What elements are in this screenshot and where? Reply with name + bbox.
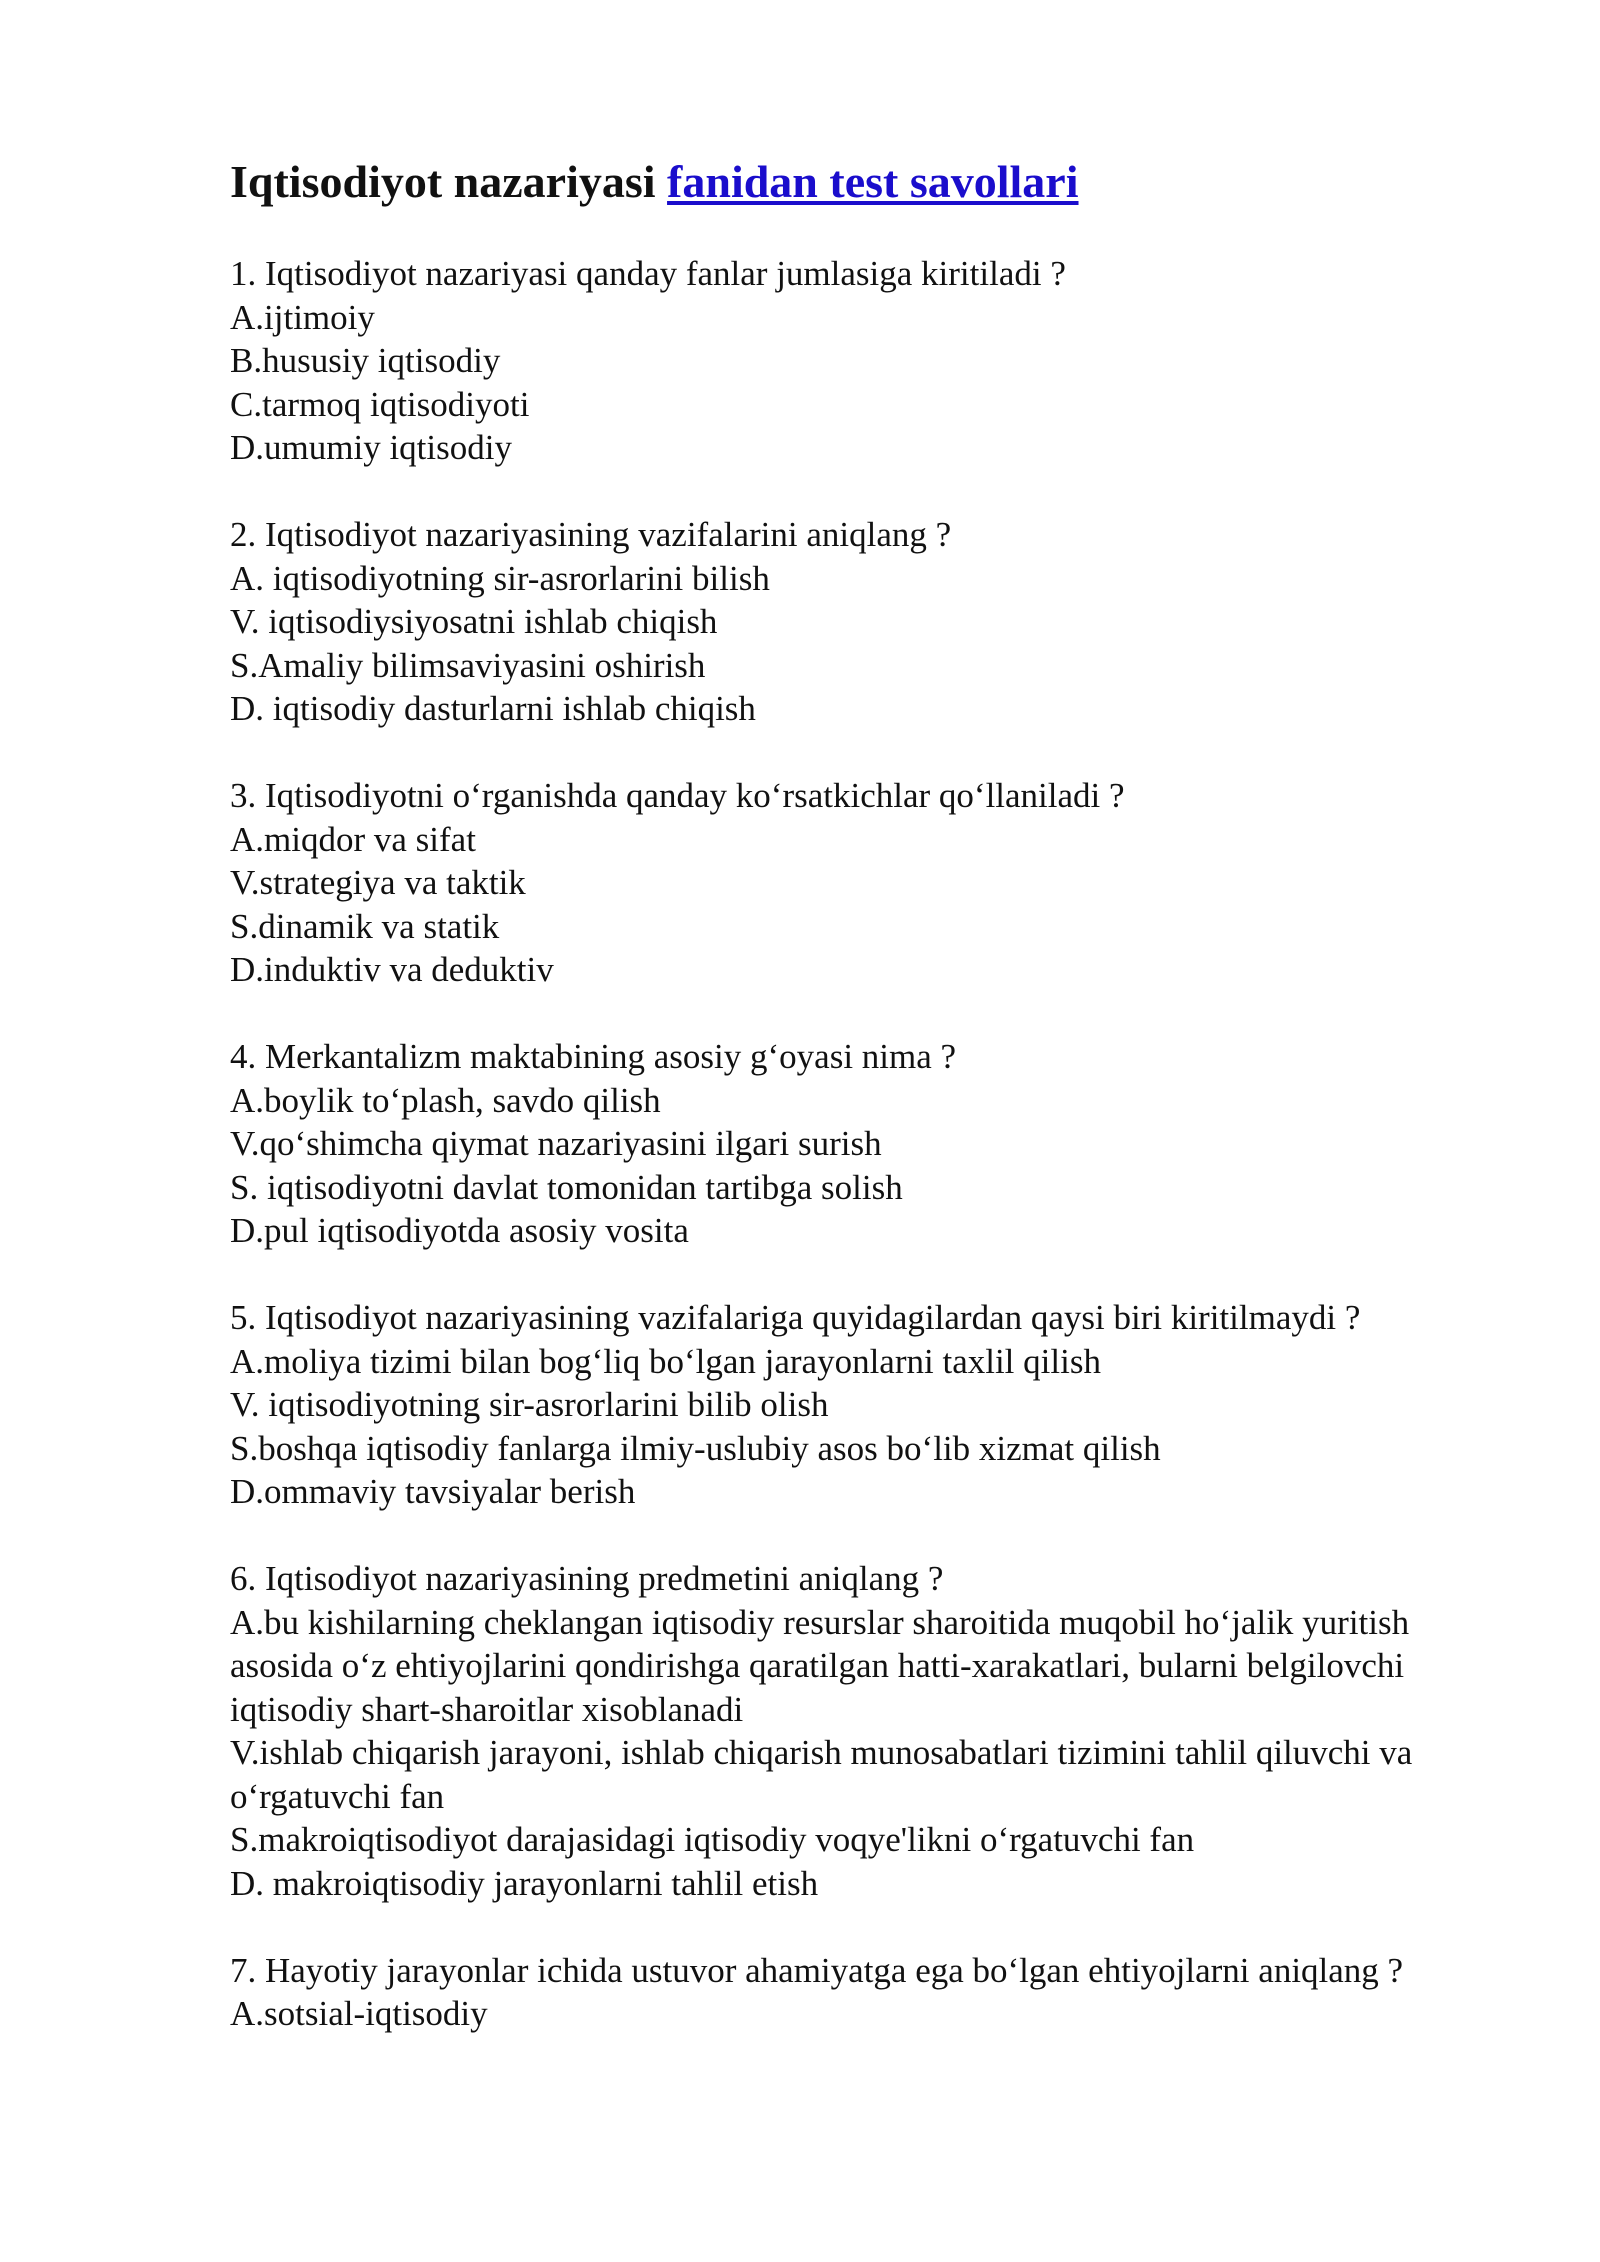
answer-option: V.strategiya va taktik	[230, 863, 526, 902]
answer-option: D. makroiqtisodiy jarayonlarni tahlil etish	[230, 1863, 819, 1903]
title-text: Iqtisodiyot nazariyasi	[230, 156, 656, 207]
question-1	[230, 252, 1480, 470]
title-link[interactable]: fanidan test savollari	[667, 156, 1079, 207]
question-text: 2. Iqtisodiyot nazariyasining vazifalarini aniqlang ?	[230, 515, 952, 554]
answer-option: A.moliya tizimi bilan bog‘liq bo‘lgan jarayonlarni taxlil qilish	[230, 1341, 1101, 1381]
question-5	[230, 1296, 1480, 1514]
answer-option: S. iqtisodiyotni davlat tomonidan tartibga solish	[230, 1167, 903, 1207]
question-3	[230, 774, 1480, 992]
answer-option: C.tarmoq iqtisodiyoti	[230, 384, 530, 424]
answer-option: A. iqtisodiyotning sir-asrorlarini bilish	[230, 558, 770, 598]
answer-option: V.ishlab chiqarish jarayoni, ishlab chiqarish munosabatlari tizimini tahlil qiluvchi va o‘rgatuvchi fan	[230, 1733, 1413, 1816]
answer-option: B.hususiy iqtisodiy	[230, 341, 501, 380]
answer-option: D.umumiy iqtisodiy	[230, 428, 512, 467]
question-text: 3. Iqtisodiyotni o‘rganishda qanday ko‘rsatkichlar qo‘llaniladi ?	[230, 776, 1125, 815]
question-6	[230, 1557, 1480, 1905]
answer-option: D. iqtisodiy dasturlarni ishlab chiqish	[230, 689, 756, 728]
answer-option: A.bu kishilarning cheklangan iqtisodiy resurslar sharoitida muqobil ho‘jalik yuritish asosida o‘z ehtiyojlarini qondirishga qaratilgan hatti-xarakatlari, bularni belgilovchi iqtisodiy shart-sharoitlar xisoblanadi	[230, 1602, 1410, 1729]
question-text: 5. Iqtisodiyot nazariyasining vazifalariga quyidagilardan qaysi biri kiritilmaydi ?	[230, 1298, 1361, 1337]
answer-option: D.ommaviy tavsiyalar berish	[230, 1472, 636, 1511]
answer-option: S.Amaliy bilimsaviyasini oshirish	[230, 645, 706, 685]
answer-option: D.induktiv va deduktiv	[230, 950, 554, 989]
answer-option: D.pul iqtisodiyotda asosiy vosita	[230, 1211, 689, 1250]
answer-option: V.qo‘shimcha qiymat nazariyasini ilgari surish	[230, 1124, 882, 1163]
question-4	[230, 1035, 1480, 1253]
answer-option: A.boylik to‘plash, savdo qilish	[230, 1080, 661, 1120]
document-page	[230, 150, 1480, 2079]
question-2	[230, 513, 1480, 731]
answer-option: A.sotsial-iqtisodiy	[230, 1994, 488, 2033]
answer-option: S.makroiqtisodiyot darajasidagi iqtisodiy voqye'likni o‘rgatuvchi fan	[230, 1820, 1195, 1859]
answer-option: S.dinamik va statik	[230, 906, 500, 946]
answer-option: A.miqdor va sifat	[230, 819, 476, 859]
answer-option: S.boshqa iqtisodiy fanlarga ilmiy-uslubiy asos bo‘lib xizmat qilish	[230, 1428, 1161, 1468]
answer-option: A.ijtimoiy	[230, 297, 375, 337]
question-7	[230, 1949, 1480, 2036]
document-title	[230, 150, 1480, 214]
question-text: 7. Hayotiy jarayonlar ichida ustuvor ahamiyatga ega bo‘lgan ehtiyojlarni aniqlang ?	[230, 1950, 1404, 1990]
question-text: 6. Iqtisodiyot nazariyasining predmetini aniqlang ?	[230, 1559, 944, 1598]
answer-option: V. iqtisodiyotning sir-asrorlarini bilib olish	[230, 1385, 829, 1424]
answer-option: V. iqtisodiysiyosatni ishlab chiqish	[230, 602, 718, 641]
question-text: 4. Merkantalizm maktabining asosiy g‘oyasi nima ?	[230, 1037, 957, 1076]
question-text: 1. Iqtisodiyot nazariyasi qanday fanlar jumlasiga kiritiladi ?	[230, 254, 1066, 293]
